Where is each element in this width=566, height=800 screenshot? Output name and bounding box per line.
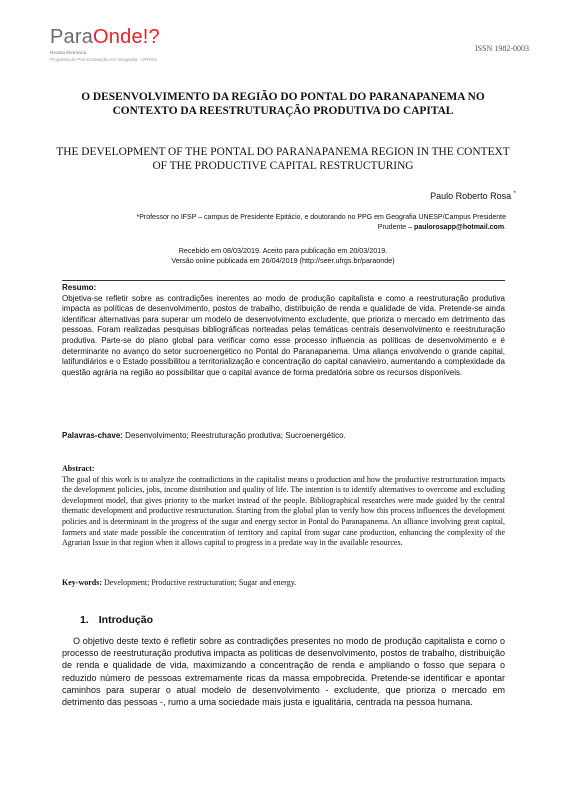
abstract <box>62 464 505 549</box>
logo-para: Para <box>50 26 94 48</box>
author <box>430 191 516 201</box>
logo-subtitle: Revista Eletrônica <box>50 50 87 55</box>
title-portuguese: O DESENVOLVIMENTO DA REGIÃO DO PONTAL DO PARANAPANEMA NO CONTEXTO DA REESTRUTURAÇÃO PRODUTIVA DO CAPITAL <box>81 91 485 117</box>
abstract-heading: Abstract: <box>62 464 95 473</box>
palavras-chave-text: Desenvolvimento; Reestruturação produtiva; Sucroenergético. <box>125 431 346 440</box>
affiliation <box>120 213 506 232</box>
resumo-heading: Resumo: <box>62 283 97 292</box>
journal-logo <box>50 26 200 74</box>
logo-wordmark <box>50 26 160 49</box>
palavras-chave <box>62 431 505 442</box>
affiliation-line: *Professor no IFSP – campus de Presidente Epitácio, e doutorando no PPG em Geografia UNESP/Campus Presidente <box>136 214 506 221</box>
section-title: Introdução <box>98 614 154 626</box>
issn: ISSN 1982-0003 <box>474 44 529 53</box>
author-email[interactable]: paulorosapp@hotmail.com <box>413 223 505 231</box>
keywords-text: Development; Productive restructuration; Sugar and energy. <box>104 578 297 587</box>
logo-program: Programa de Pós-Graduação em Geografia - UFRGS <box>50 57 158 62</box>
abstract-text: The goal of this work is to analyze the contradictions in the capitalist means o production and how the productive restructuration impacts the development policies, jobs, income distribution and quality of life. The intention is to identify alternatives to overcome and excluding development model, that gives priority to the market instead of the people. Bibliographical researches were made guided by the central thematic development and productive restructuration. Starting from the global plan to verify how this process influences the development policies and is determinant in the progress of the sugar and energy sector in Pontal do Paranapanema. An alliance involving great capital, farmers and state made possible the concentration of territory and capital from sugar cane production, enhancing the complexity of the Agrarian Issue in that region when it allows capital to progress in a predate way in the available resources. <box>62 474 505 548</box>
keywords <box>62 578 505 589</box>
affiliation-prefix: Prudente – <box>377 223 414 231</box>
author-footnote-mark: * <box>513 191 516 197</box>
keywords-label: Key-words: <box>62 578 102 587</box>
logo-onde: Onde!? <box>93 26 160 48</box>
title-english: THE DEVELOPMENT OF THE PONTAL DO PARANAPANEMA REGION IN THE CONTEXT OF THE PRODUCTIVE CAPITAL RESTRUCTURING <box>56 146 510 172</box>
affiliation-line-2 <box>120 223 506 233</box>
section-heading <box>80 614 153 626</box>
palavras-chave-label: Palavras-chave: <box>62 431 123 440</box>
resumo-text: Objetiva-se refletir sobre as contradições inerentes ao modo de produção capitalista e como a reestruturação produtiva impacta as políticas de desenvolvimento, postos de trabalho, distribuição de renda e qualidade de vida. Pretende-se ainda identificar alternativas para superar um modelo de desenvolvimento excludente, que prioriza o mercado em detrimento das pessoas. Foram realizadas pesquisas bibliográficas norteadas pelas temáticas centrais desenvolvimento e reestruturação produtiva. Parte-se do plano global para verificar como esse processo influencia as políticas de desenvolvimento e é determinante no avanço do setor sucroenergético no Pontal do Paranapanema. Uma aliança envolvendo o grande capital, latifundiários e o Estado possibilitou a territorialização e concentração do capital canavieiro, aumentando a complexidade da questão agrária na região ao possibilitar que o capital avance de forma predatória sobre os recursos disponíveis. <box>62 293 505 377</box>
divider <box>62 280 505 281</box>
affiliation-suffix: . <box>504 223 506 231</box>
received-date: Recebido em 08/03/2019. Aceito para publicação em 20/03/2019. <box>178 246 388 255</box>
publication-dates <box>50 246 516 266</box>
resumo <box>62 283 505 378</box>
online-date: Versão online publicada em 26/04/2019 (http://seer.ufrgs.br/paraonde) <box>171 256 395 265</box>
author-name: Paulo Roberto Rosa <box>430 191 512 201</box>
intro-paragraph: O objetivo deste texto é refletir sobre as contradições presentes no modo de produção capitalista e como o processo de reestruturação produtiva impacta as políticas de desenvolvimento, postos de trabalho, distribuição de renda e qualidade de vida, maximizando a concentração de renda e ampliando o fosso que separa o reduzido número de pessoas extremamente ricas da massa empobrecida. Pretende-se identificar e apontar caminhos para superar o atual modelo de desenvolvimento - excludente, que prioriza o mercado em detrimento das pessoas -, rumo a uma sociedade mais justa e igualitária, centrada na pessoa humana. <box>62 636 505 708</box>
section-number: 1. <box>80 614 89 626</box>
